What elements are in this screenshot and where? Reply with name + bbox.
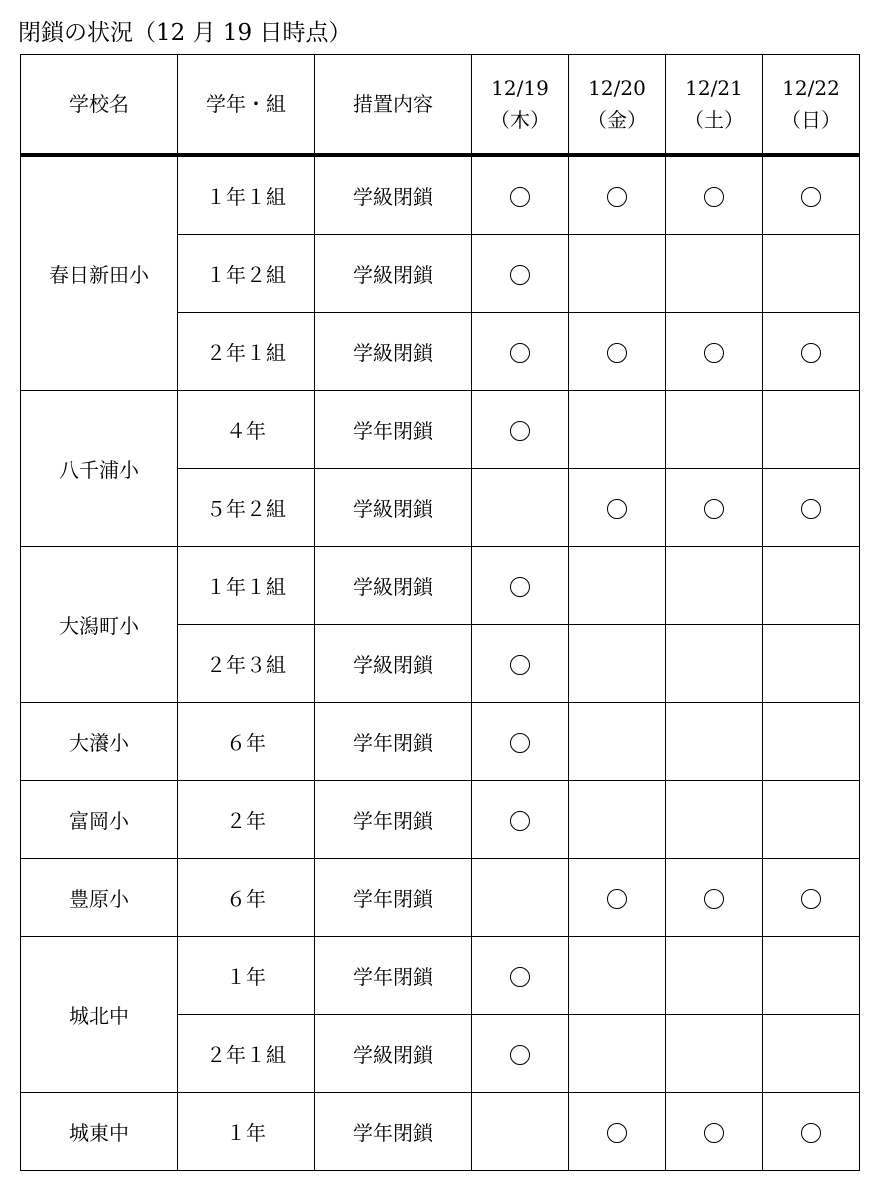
- table-row: [21, 859, 860, 937]
- date-status-cell: [569, 625, 666, 703]
- table-row: [21, 547, 860, 625]
- header-school: 学校名: [21, 55, 178, 156]
- date-status-cell: [569, 313, 666, 391]
- closed-circle-icon: [510, 265, 530, 285]
- school-name-cell: 大潟町小: [21, 547, 178, 703]
- action-cell: 学級閉鎖: [315, 547, 472, 625]
- school-name-cell: 八千浦小: [21, 391, 178, 547]
- header-day: （日）: [781, 108, 841, 132]
- action-cell: 学年閉鎖: [315, 937, 472, 1015]
- grade-cell: ２年３組: [178, 625, 315, 703]
- date-status-cell: [763, 625, 860, 703]
- grade-cell: １年２組: [178, 235, 315, 313]
- closed-circle-icon: [801, 343, 821, 363]
- closed-circle-icon: [801, 889, 821, 909]
- date-status-cell: [472, 391, 569, 469]
- date-status-cell: [472, 703, 569, 781]
- closed-circle-icon: [607, 499, 627, 519]
- closed-circle-icon: [704, 343, 724, 363]
- header-day: （木）: [490, 108, 550, 132]
- grade-cell: ６年: [178, 703, 315, 781]
- grade-cell: １年１組: [178, 547, 315, 625]
- action-cell: 学年閉鎖: [315, 859, 472, 937]
- header-date: 12/20: [588, 76, 646, 100]
- action-cell: 学年閉鎖: [315, 703, 472, 781]
- header-date-1221: [666, 55, 763, 156]
- school-name-cell: 春日新田小: [21, 155, 178, 391]
- action-cell: 学級閉鎖: [315, 313, 472, 391]
- closed-circle-icon: [510, 187, 530, 207]
- date-status-cell: [569, 859, 666, 937]
- header-day: （土）: [684, 108, 744, 132]
- header-day: （金）: [587, 108, 647, 132]
- action-cell: 学年閉鎖: [315, 781, 472, 859]
- action-cell: 学年閉鎖: [315, 391, 472, 469]
- table-row: [21, 1093, 860, 1171]
- header-action: 措置内容: [315, 55, 472, 156]
- date-status-cell: [763, 469, 860, 547]
- school-name-cell: 城東中: [21, 1093, 178, 1171]
- date-status-cell: [763, 155, 860, 235]
- date-status-cell: [472, 1093, 569, 1171]
- table-row: [21, 155, 860, 235]
- table-row: [21, 391, 860, 469]
- date-status-cell: [763, 391, 860, 469]
- school-name-cell: 豊原小: [21, 859, 178, 937]
- table-row: [21, 781, 860, 859]
- grade-cell: ５年２組: [178, 469, 315, 547]
- date-status-cell: [569, 781, 666, 859]
- header-date-1220: [569, 55, 666, 156]
- date-status-cell: [666, 155, 763, 235]
- date-status-cell: [472, 235, 569, 313]
- date-status-cell: [763, 313, 860, 391]
- closed-circle-icon: [510, 733, 530, 753]
- closed-circle-icon: [607, 1123, 627, 1143]
- date-status-cell: [569, 469, 666, 547]
- closed-circle-icon: [510, 655, 530, 675]
- date-status-cell: [763, 235, 860, 313]
- date-status-cell: [666, 313, 763, 391]
- date-status-cell: [666, 1015, 763, 1093]
- date-status-cell: [472, 1015, 569, 1093]
- date-status-cell: [472, 937, 569, 1015]
- table-row: [21, 703, 860, 781]
- grade-cell: ４年: [178, 391, 315, 469]
- date-status-cell: [472, 859, 569, 937]
- grade-cell: ２年: [178, 781, 315, 859]
- closed-circle-icon: [704, 187, 724, 207]
- date-status-cell: [472, 547, 569, 625]
- closed-circle-icon: [704, 499, 724, 519]
- date-status-cell: [569, 547, 666, 625]
- closed-circle-icon: [801, 187, 821, 207]
- date-status-cell: [666, 859, 763, 937]
- action-cell: 学級閉鎖: [315, 155, 472, 235]
- grade-cell: ６年: [178, 859, 315, 937]
- grade-cell: １年: [178, 937, 315, 1015]
- school-name-cell: 城北中: [21, 937, 178, 1093]
- date-status-cell: [569, 1093, 666, 1171]
- grade-cell: １年１組: [178, 155, 315, 235]
- date-status-cell: [666, 391, 763, 469]
- closed-circle-icon: [801, 1123, 821, 1143]
- grade-cell: ２年１組: [178, 1015, 315, 1093]
- date-status-cell: [472, 313, 569, 391]
- page-title: 閉鎖の状況（12 月 19 日時点）: [18, 20, 352, 46]
- date-status-cell: [763, 1093, 860, 1171]
- date-status-cell: [569, 703, 666, 781]
- action-cell: 学級閉鎖: [315, 469, 472, 547]
- date-status-cell: [666, 235, 763, 313]
- grade-cell: ２年１組: [178, 313, 315, 391]
- date-status-cell: [569, 391, 666, 469]
- header-date: 12/21: [685, 76, 743, 100]
- date-status-cell: [569, 937, 666, 1015]
- date-status-cell: [763, 937, 860, 1015]
- closed-circle-icon: [510, 1045, 530, 1065]
- date-status-cell: [666, 625, 763, 703]
- date-status-cell: [472, 469, 569, 547]
- table-row: [21, 937, 860, 1015]
- date-status-cell: [666, 469, 763, 547]
- school-name-cell: 大瀁小: [21, 703, 178, 781]
- date-status-cell: [763, 1015, 860, 1093]
- header-date-1222: [763, 55, 860, 156]
- header-row: [21, 55, 860, 156]
- closed-circle-icon: [801, 499, 821, 519]
- closed-circle-icon: [510, 343, 530, 363]
- header-date: 12/22: [782, 76, 840, 100]
- date-status-cell: [763, 781, 860, 859]
- closed-circle-icon: [510, 421, 530, 441]
- closed-circle-icon: [510, 811, 530, 831]
- closed-circle-icon: [510, 967, 530, 987]
- closed-circle-icon: [704, 889, 724, 909]
- grade-cell: １年: [178, 1093, 315, 1171]
- action-cell: 学級閉鎖: [315, 1015, 472, 1093]
- date-status-cell: [472, 781, 569, 859]
- date-status-cell: [763, 547, 860, 625]
- action-cell: 学級閉鎖: [315, 625, 472, 703]
- closed-circle-icon: [607, 343, 627, 363]
- date-status-cell: [666, 547, 763, 625]
- date-status-cell: [569, 155, 666, 235]
- date-status-cell: [763, 703, 860, 781]
- date-status-cell: [666, 937, 763, 1015]
- date-status-cell: [666, 703, 763, 781]
- header-date: 12/19: [491, 76, 549, 100]
- date-status-cell: [666, 781, 763, 859]
- closed-circle-icon: [510, 577, 530, 597]
- school-name-cell: 富岡小: [21, 781, 178, 859]
- closed-circle-icon: [607, 889, 627, 909]
- date-status-cell: [666, 1093, 763, 1171]
- closed-circle-icon: [607, 187, 627, 207]
- table-body: [21, 155, 860, 1171]
- date-status-cell: [763, 859, 860, 937]
- closure-status-table: [20, 54, 860, 1171]
- date-status-cell: [472, 155, 569, 235]
- action-cell: 学年閉鎖: [315, 1093, 472, 1171]
- date-status-cell: [472, 625, 569, 703]
- closed-circle-icon: [704, 1123, 724, 1143]
- header-date-1219: [472, 55, 569, 156]
- header-grade: 学年・組: [178, 55, 315, 156]
- date-status-cell: [569, 235, 666, 313]
- date-status-cell: [569, 1015, 666, 1093]
- action-cell: 学級閉鎖: [315, 235, 472, 313]
